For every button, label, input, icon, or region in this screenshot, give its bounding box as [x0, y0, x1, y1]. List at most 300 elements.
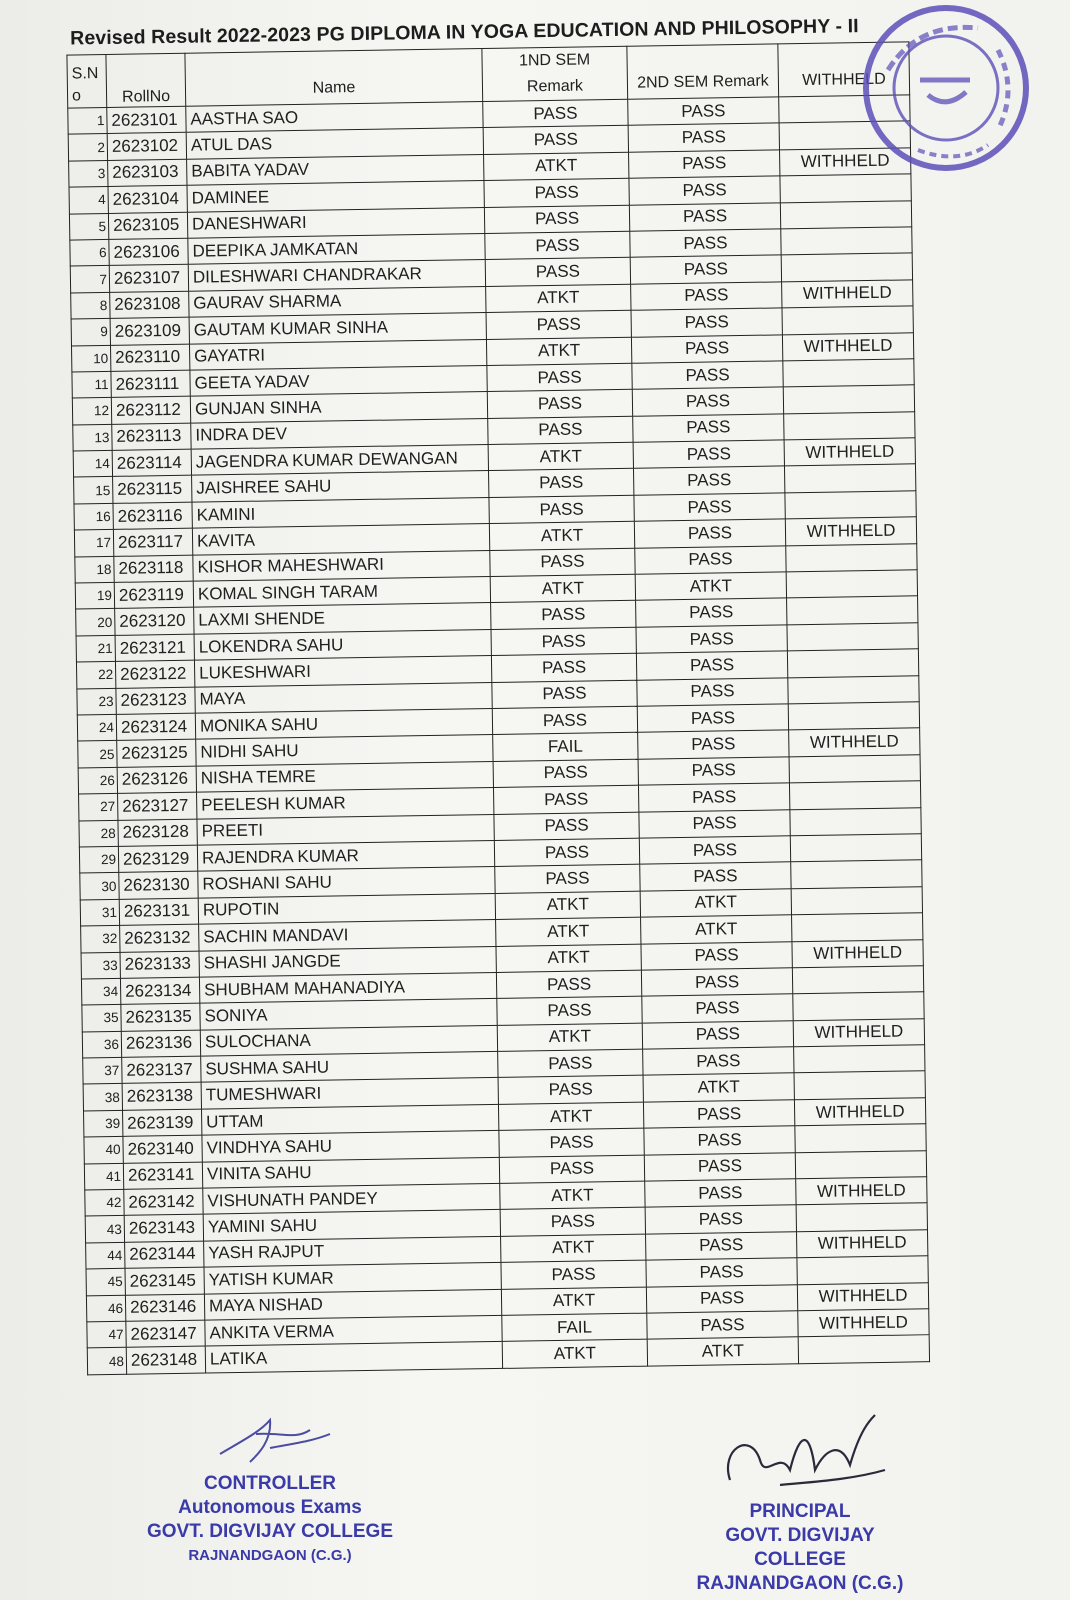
cell-roll: 2623114	[112, 449, 191, 477]
cell-name: INDRA DEV	[191, 418, 488, 449]
cell-name: GAYATRI	[189, 339, 486, 370]
cell-sn: 27	[79, 794, 118, 821]
cell-withheld	[786, 570, 917, 598]
cell-sem2-remark: PASS	[630, 229, 781, 258]
cell-sem2-remark: PASS	[630, 255, 781, 284]
cell-withheld	[783, 359, 914, 387]
cell-sem1-remark: FAIL	[502, 1313, 647, 1342]
cell-name: MONIKA SAHU	[195, 708, 492, 739]
controller-signature-block	[140, 1412, 400, 1568]
cell-sn: 13	[73, 424, 112, 451]
cell-roll: 2623116	[113, 502, 192, 530]
cell-roll: 2623146	[125, 1294, 204, 1322]
cell-sem2-remark: PASS	[629, 176, 780, 205]
cell-roll: 2623140	[123, 1135, 202, 1163]
header-sem2: 2ND SEM Remark	[627, 44, 779, 99]
cell-withheld	[781, 253, 912, 281]
cell-withheld	[789, 755, 920, 783]
college-seal-stamp-icon	[858, 0, 1034, 176]
cell-sem1-remark: PASS	[496, 970, 641, 999]
cell-sn: 15	[74, 477, 113, 504]
cell-sn: 41	[84, 1163, 123, 1190]
cell-sn: 8	[71, 292, 110, 319]
cell-sem1-remark: ATKT	[488, 442, 633, 471]
cell-sem2-remark: PASS	[637, 704, 788, 733]
cell-withheld: WITHHELD	[780, 148, 911, 176]
cell-sn: 33	[81, 952, 120, 979]
cell-name: DANESHWARI	[187, 207, 484, 238]
cell-withheld: WITHHELD	[796, 1230, 927, 1258]
cell-sem2-remark: PASS	[638, 730, 789, 759]
cell-sem1-remark: PASS	[484, 205, 629, 234]
cell-name: JAISHREE SAHU	[192, 471, 489, 502]
cell-withheld	[798, 1335, 929, 1363]
cell-withheld: WITHHELD	[789, 728, 920, 756]
cell-name: GAUTAM KUMAR SINHA	[189, 313, 486, 344]
cell-sem1-remark: ATKT	[497, 1023, 642, 1052]
cell-sn: 11	[72, 371, 111, 398]
cell-roll: 2623135	[121, 1003, 200, 1031]
cell-roll: 2623112	[111, 396, 190, 424]
header-name	[185, 49, 483, 107]
cell-sn: 34	[81, 978, 120, 1005]
cell-sem1-remark: ATKT	[501, 1234, 646, 1263]
cell-sn: 36	[82, 1031, 121, 1058]
header-roll: RollNo	[106, 53, 186, 107]
cell-name: UTTAM	[201, 1104, 498, 1135]
cell-sem1-remark: PASS	[484, 178, 629, 207]
cell-sem2-remark: PASS	[631, 334, 782, 363]
cell-roll: 2623144	[125, 1241, 204, 1269]
controller-title: CONTROLLER	[204, 1473, 336, 1494]
cell-withheld: WITHHELD	[782, 332, 913, 360]
cell-name: BABITA YADAV	[187, 154, 484, 185]
cell-withheld	[787, 623, 918, 651]
cell-sn: 35	[82, 1005, 121, 1032]
cell-sem2-remark: PASS	[632, 387, 783, 416]
cell-sem2-remark: PASS	[631, 282, 782, 311]
cell-withheld	[792, 913, 923, 941]
header-sem1	[482, 46, 628, 101]
controller-signature-icon	[200, 1412, 340, 1472]
cell-roll: 2623125	[117, 740, 196, 768]
cell-sem1-remark: PASS	[493, 759, 638, 788]
cell-roll: 2623136	[121, 1030, 200, 1058]
cell-withheld: WITHHELD	[793, 1018, 924, 1046]
cell-roll: 2623103	[108, 159, 187, 187]
cell-name: MAYA NISHAD	[204, 1289, 501, 1320]
cell-sn: 39	[84, 1110, 123, 1137]
cell-roll: 2623110	[110, 344, 189, 372]
cell-sn: 5	[69, 213, 108, 240]
cell-sem1-remark: PASS	[498, 1076, 643, 1105]
cell-name: VISHUNATH PANDEY	[203, 1183, 500, 1214]
cell-sem1-remark: ATKT	[490, 574, 635, 603]
cell-withheld	[794, 1045, 925, 1073]
cell-name: SACHIN MANDAVI	[199, 920, 496, 951]
cell-sn: 46	[86, 1295, 125, 1322]
cell-sn: 24	[77, 714, 116, 741]
cell-sem1-remark: ATKT	[500, 1181, 645, 1210]
cell-withheld	[787, 596, 918, 624]
cell-name: KAVITA	[192, 524, 489, 555]
cell-sem2-remark: PASS	[636, 598, 787, 627]
cell-sn: 47	[87, 1321, 126, 1348]
cell-sem1-remark: PASS	[499, 1128, 644, 1157]
cell-sn: 16	[74, 503, 113, 530]
controller-college: GOVT. DIGVIJAY COLLEGE	[146, 1521, 393, 1542]
header-sn	[67, 54, 107, 108]
cell-sem1-remark: PASS	[498, 1049, 643, 1078]
cell-sn: 43	[85, 1216, 124, 1243]
header-sem1-line1: 1ND SEM	[518, 51, 591, 70]
cell-sem2-remark: PASS	[641, 968, 792, 997]
header-sn-line1: S.N	[71, 65, 99, 83]
cell-withheld: WITHHELD	[796, 1177, 927, 1205]
cell-name: SULOCHANA	[200, 1025, 497, 1056]
cell-withheld: WITHHELD	[798, 1309, 929, 1337]
cell-name: AASTHA SAO	[186, 102, 483, 133]
cell-roll: 2623128	[118, 819, 197, 847]
cell-roll: 2623131	[119, 898, 198, 926]
cell-sem1-remark: PASS	[489, 469, 634, 498]
principal-title: PRINCIPAL	[749, 1501, 851, 1522]
cell-sem2-remark: PASS	[643, 1100, 794, 1129]
cell-roll: 2623121	[115, 634, 194, 662]
header-sem1-line2: Remark	[526, 77, 584, 96]
cell-sem1-remark: PASS	[495, 865, 640, 894]
cell-sem2-remark: PASS	[629, 202, 780, 231]
cell-sem2-remark: PASS	[647, 1311, 798, 1340]
cell-withheld	[791, 860, 922, 888]
cell-sem2-remark: ATKT	[635, 572, 786, 601]
cell-name: RUPOTIN	[198, 893, 495, 924]
cell-roll: 2623148	[126, 1346, 205, 1374]
principal-location: RAJNANDGAON (C.G.)	[696, 1573, 904, 1594]
cell-sem1-remark: PASS	[491, 653, 636, 682]
result-table	[66, 41, 930, 1375]
cell-sn: 20	[76, 609, 115, 636]
cell-name: LUKESHWARI	[194, 656, 491, 687]
cell-name: PEELESH KUMAR	[197, 788, 494, 819]
cell-name: DAMINEE	[187, 181, 484, 212]
cell-withheld	[795, 1124, 926, 1152]
cell-sn: 31	[80, 899, 119, 926]
cell-name: GAURAV SHARMA	[189, 286, 486, 317]
cell-sem2-remark: PASS	[634, 493, 785, 522]
result-sheet	[40, 14, 981, 1376]
cell-roll: 2623101	[107, 106, 186, 134]
cell-sem1-remark: PASS	[500, 1208, 645, 1237]
cell-roll: 2623111	[111, 370, 190, 398]
cell-name: ANKITA VERMA	[205, 1315, 502, 1346]
cell-name: GUNJAN SINHA	[190, 392, 487, 423]
cell-sem2-remark: ATKT	[647, 1337, 798, 1366]
cell-sem2-remark: PASS	[636, 625, 787, 654]
cell-sn: 19	[75, 582, 114, 609]
cell-roll: 2623138	[122, 1083, 201, 1111]
cell-sn: 18	[75, 556, 114, 583]
cell-withheld	[791, 886, 922, 914]
cell-sn: 29	[79, 846, 118, 873]
cell-withheld	[788, 675, 919, 703]
cell-sem2-remark: PASS	[638, 757, 789, 786]
cell-sn: 2	[68, 134, 107, 161]
cell-withheld: WITHHELD	[797, 1282, 928, 1310]
cell-sem1-remark: ATKT	[486, 337, 631, 366]
cell-roll: 2623117	[113, 528, 192, 556]
cell-sem1-remark: PASS	[487, 363, 632, 392]
cell-withheld	[787, 649, 918, 677]
cell-roll: 2623113	[112, 423, 191, 451]
principal-signature-block	[680, 1410, 920, 1596]
cell-sem2-remark: PASS	[628, 97, 779, 126]
cell-sem1-remark: PASS	[485, 231, 630, 260]
cell-name: DILESHWARI CHANDRAKAR	[188, 260, 485, 291]
cell-sem1-remark: FAIL	[493, 733, 638, 762]
cell-sem1-remark: ATKT	[496, 944, 641, 973]
cell-sn: 3	[69, 160, 108, 187]
result-rows	[68, 95, 930, 1375]
cell-roll: 2623126	[117, 766, 196, 794]
cell-withheld	[790, 807, 921, 835]
cell-sem1-remark: ATKT	[502, 1339, 647, 1368]
cell-withheld	[783, 385, 914, 413]
cell-roll: 2623142	[124, 1188, 203, 1216]
cell-name: PREETI	[197, 814, 494, 845]
cell-sem1-remark: PASS	[485, 258, 630, 287]
cell-sn: 1	[68, 107, 107, 134]
cell-sn: 12	[72, 398, 111, 425]
cell-name: YAMINI SAHU	[203, 1210, 500, 1241]
cell-roll: 2623115	[113, 476, 192, 504]
cell-name: ATUL DAS	[186, 128, 483, 159]
cell-name: LOKENDRA SAHU	[194, 629, 491, 660]
cell-sem2-remark: ATKT	[640, 889, 791, 918]
cell-sem2-remark: PASS	[632, 361, 783, 390]
cell-name: JAGENDRA KUMAR DEWANGAN	[191, 445, 488, 476]
principal-college: GOVT. DIGVIJAY COLLEGE	[725, 1525, 875, 1570]
cell-withheld	[785, 491, 916, 519]
cell-name: SHASHI JANGDE	[199, 946, 496, 977]
cell-withheld	[790, 834, 921, 862]
cell-roll: 2623107	[109, 265, 188, 293]
cell-roll: 2623108	[110, 291, 189, 319]
cell-withheld	[780, 200, 911, 228]
cell-sem2-remark: PASS	[633, 466, 784, 495]
cell-withheld	[784, 464, 915, 492]
cell-sem1-remark: PASS	[488, 416, 633, 445]
cell-sem1-remark: ATKT	[484, 152, 629, 181]
cell-name: DEEPIKA JAMKATAN	[188, 233, 485, 264]
cell-sem1-remark: ATKT	[486, 284, 631, 313]
cell-roll: 2623143	[124, 1214, 203, 1242]
cell-sn: 4	[69, 187, 108, 214]
cell-roll: 2623134	[120, 977, 199, 1005]
cell-roll: 2623118	[114, 555, 193, 583]
cell-sem2-remark: PASS	[636, 651, 787, 680]
header-name-label: Name	[312, 79, 356, 97]
cell-sem1-remark: ATKT	[496, 917, 641, 946]
cell-sem1-remark: PASS	[492, 706, 637, 735]
cell-name: NISHA TEMRE	[196, 761, 493, 792]
cell-withheld	[789, 781, 920, 809]
cell-withheld: WITHHELD	[794, 1098, 925, 1126]
cell-sem2-remark: PASS	[645, 1179, 796, 1208]
controller-subtitle: Autonomous Exams	[178, 1497, 362, 1518]
cell-name: KAMINI	[192, 497, 489, 528]
cell-sem2-remark: PASS	[635, 545, 786, 574]
cell-sn: 21	[76, 635, 115, 662]
cell-sn: 30	[80, 873, 119, 900]
cell-sem2-remark: PASS	[640, 862, 791, 891]
cell-withheld	[793, 992, 924, 1020]
cell-sem1-remark: PASS	[501, 1260, 646, 1289]
cell-roll: 2623137	[122, 1056, 201, 1084]
cell-sem1-remark: PASS	[493, 785, 638, 814]
cell-sn: 40	[84, 1137, 123, 1164]
cell-sn: 42	[85, 1189, 124, 1216]
cell-sem2-remark: PASS	[644, 1126, 795, 1155]
cell-sn: 7	[70, 266, 109, 293]
page-title: Revised Result 2022-2023 PG DIPLOMA IN YOGA EDUCATION AND PHILOSOPHY - II	[69, 15, 859, 50]
cell-name: NIDHI SAHU	[196, 735, 493, 766]
cell-roll: 2623119	[114, 581, 193, 609]
cell-sem2-remark: PASS	[646, 1232, 797, 1261]
cell-name: KOMAL SINGH TARAM	[193, 577, 490, 608]
cell-sem2-remark: PASS	[642, 1020, 793, 1049]
cell-sem2-remark: PASS	[633, 440, 784, 469]
cell-sn: 10	[71, 345, 110, 372]
header-sn-line2: o	[71, 87, 82, 105]
cell-sem2-remark: PASS	[639, 809, 790, 838]
cell-sem1-remark: PASS	[490, 548, 635, 577]
cell-withheld	[797, 1256, 928, 1284]
cell-roll: 2623124	[116, 713, 195, 741]
cell-sem1-remark: PASS	[489, 495, 634, 524]
cell-withheld	[794, 1071, 925, 1099]
cell-sn: 14	[73, 450, 112, 477]
cell-roll: 2623132	[120, 924, 199, 952]
cell-withheld	[782, 306, 913, 334]
cell-sem2-remark: PASS	[644, 1152, 795, 1181]
cell-withheld	[780, 174, 911, 202]
cell-sem2-remark: PASS	[634, 519, 785, 548]
cell-sn: 22	[76, 662, 115, 689]
cell-sem2-remark: PASS	[641, 941, 792, 970]
cell-roll: 2623139	[123, 1109, 202, 1137]
principal-signature-icon	[700, 1410, 900, 1500]
cell-sem2-remark: PASS	[638, 783, 789, 812]
cell-name: YASH RAJPUT	[204, 1236, 501, 1267]
cell-sem1-remark: PASS	[494, 812, 639, 841]
cell-sem1-remark: ATKT	[495, 891, 640, 920]
cell-sem2-remark: PASS	[639, 836, 790, 865]
cell-withheld: WITHHELD	[784, 438, 915, 466]
cell-withheld	[795, 1150, 926, 1178]
cell-sem1-remark: PASS	[486, 310, 631, 339]
cell-name: LATIKA	[205, 1342, 502, 1373]
cell-sn: 23	[77, 688, 116, 715]
cell-sem1-remark: PASS	[492, 680, 637, 709]
cell-sem1-remark: PASS	[487, 390, 632, 419]
cell-sn: 26	[78, 767, 117, 794]
cell-withheld	[784, 411, 915, 439]
cell-withheld	[792, 966, 923, 994]
cell-sn: 17	[74, 530, 113, 557]
cell-withheld: WITHHELD	[782, 280, 913, 308]
cell-roll: 2623133	[120, 951, 199, 979]
cell-sn: 25	[78, 741, 117, 768]
cell-sn: 6	[70, 239, 109, 266]
cell-sn: 32	[81, 925, 120, 952]
cell-name: VINITA SAHU	[202, 1157, 499, 1188]
cell-name: ROSHANI SAHU	[198, 867, 495, 898]
cell-roll: 2623145	[125, 1267, 204, 1295]
cell-name: TUMESHWARI	[201, 1078, 498, 1109]
cell-sem2-remark: PASS	[631, 308, 782, 337]
cell-name: SHUBHAM MAHANADIYA	[199, 972, 496, 1003]
cell-sem2-remark: PASS	[633, 414, 784, 443]
cell-sn: 45	[86, 1269, 125, 1296]
cell-sn: 28	[79, 820, 118, 847]
header-withheld: WITHHELD	[778, 42, 910, 97]
cell-sem2-remark: PASS	[629, 150, 780, 179]
cell-sn: 37	[83, 1057, 122, 1084]
cell-sem1-remark: ATKT	[489, 521, 634, 550]
cell-sem1-remark: PASS	[497, 996, 642, 1025]
cell-withheld	[786, 543, 917, 571]
cell-roll: 2623127	[118, 792, 197, 820]
cell-withheld: WITHHELD	[785, 517, 916, 545]
cell-name: LAXMI SHENDE	[194, 603, 491, 634]
cell-sem1-remark: PASS	[494, 838, 639, 867]
cell-roll: 2623120	[115, 608, 194, 636]
cell-sn: 44	[86, 1242, 125, 1269]
cell-sn: 38	[83, 1084, 122, 1111]
cell-withheld	[781, 227, 912, 255]
cell-sem2-remark: PASS	[637, 677, 788, 706]
cell-sem1-remark: PASS	[499, 1155, 644, 1184]
cell-sem1-remark: PASS	[491, 627, 636, 656]
cell-sem2-remark: PASS	[628, 123, 779, 152]
cell-withheld	[788, 702, 919, 730]
cell-sem2-remark: PASS	[643, 1047, 794, 1076]
cell-sem2-remark: PASS	[645, 1205, 796, 1234]
cell-sem1-remark: PASS	[483, 99, 628, 128]
cell-roll: 2623109	[110, 317, 189, 345]
cell-sem2-remark: PASS	[646, 1284, 797, 1313]
cell-name: GEETA YADAV	[190, 365, 487, 396]
cell-name: RAJENDRA KUMAR	[197, 840, 494, 871]
cell-roll: 2623102	[107, 133, 186, 161]
cell-roll: 2623130	[119, 871, 198, 899]
cell-roll: 2623106	[109, 238, 188, 266]
cell-roll: 2623141	[123, 1162, 202, 1190]
cell-sem2-remark: PASS	[642, 994, 793, 1023]
cell-sem2-remark: ATKT	[643, 1073, 794, 1102]
cell-withheld: WITHHELD	[792, 939, 923, 967]
cell-roll: 2623104	[108, 185, 187, 213]
cell-sem2-remark: ATKT	[641, 915, 792, 944]
cell-name: SONIYA	[200, 999, 497, 1030]
cell-roll: 2623122	[115, 660, 194, 688]
cell-sem1-remark: ATKT	[501, 1287, 646, 1316]
cell-roll: 2623129	[118, 845, 197, 873]
cell-sem1-remark: ATKT	[498, 1102, 643, 1131]
cell-sem2-remark: PASS	[646, 1258, 797, 1287]
cell-name: YATISH KUMAR	[204, 1263, 501, 1294]
